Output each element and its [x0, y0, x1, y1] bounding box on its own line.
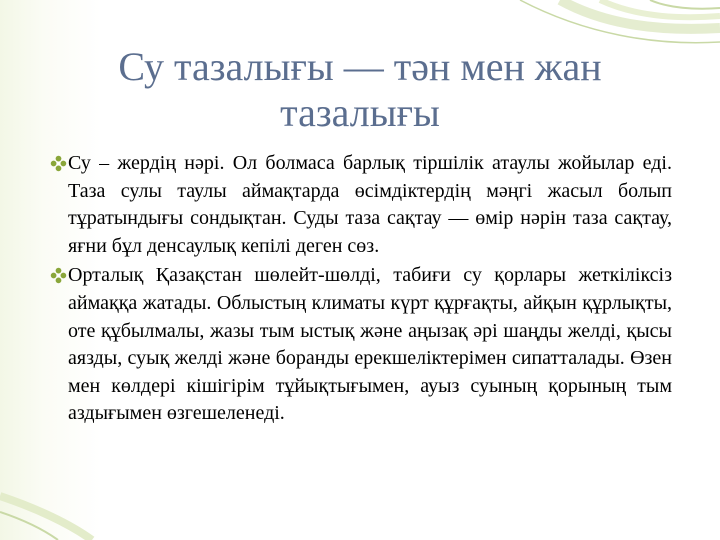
bullet-text: Орталық Қазақстан шөлейт-шөлді, табиғи су қорлары жеткіліксіз аймаққа жатады. Облыстың климаты күрт құрғақты, айқын құрлықты, оте құбылмалы, жазы тым ыстық және аңызақ әрі шаңды желді, қысы аязды, суық желді және боранды ерекшеліктерімен сипатталады. Өзен мен көлдері кішігірім тұйықтығымен, ауыз суының қорының тым аздығымен өзгешеленеді.	[68, 264, 672, 425]
title-line-2: тазалығы	[280, 90, 440, 135]
bullet-item	[54, 150, 672, 260]
diamond-bullet-icon	[50, 267, 67, 284]
bullet-text: Су – жердің нәрі. Ол болмаса барлық тіршілік атаулы жойылар еді. Таза сулы таулы аймақтарда өсімдіктердің мәңгі жасыл болып тұратындығы сондықтан. Суды таза сақтау — өмір нәрін таза сақтау, яғни бұл денсаулық кепілі деген сөз.	[68, 152, 672, 257]
title-line-1: Су тазалығы — тән мен жан	[118, 44, 602, 89]
slide-title	[60, 44, 660, 136]
bullet-list	[54, 150, 672, 430]
diamond-bullet-icon	[50, 155, 67, 172]
bullet-item	[54, 262, 672, 428]
bottom-left-ornament	[0, 496, 92, 540]
top-right-ornament	[520, 0, 720, 43]
